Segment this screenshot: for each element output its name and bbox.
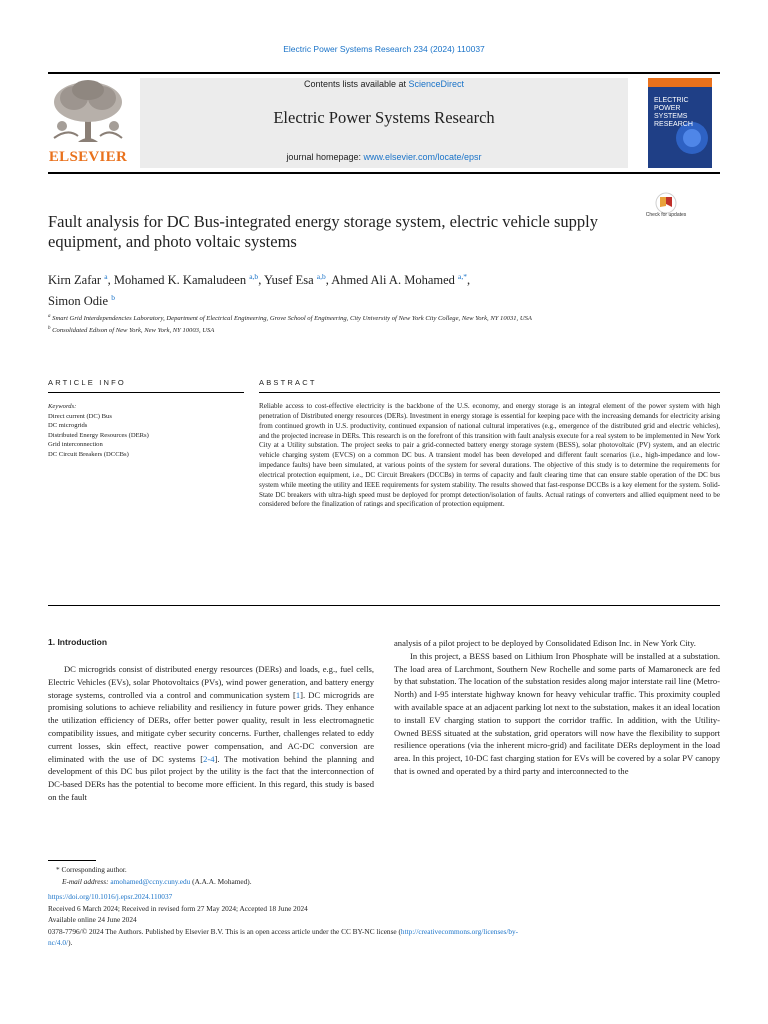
elsevier-wordmark: ELSEVIER xyxy=(48,149,128,165)
affiliation-a: $^a$ Smart Grid Interdependencies Laboratory, Department of Electrical Engineering, Grove School of Engineering, City University of New York City College, New York, NY 10031, USA xyxy=(48,314,532,323)
author-name[interactable]: Kirn Zafar xyxy=(48,273,102,288)
author-affiliation-marker[interactable]: a,b xyxy=(249,272,259,281)
doi-link[interactable]: https://doi.org/10.1016/j.epsr.2024.110037 xyxy=(48,892,173,901)
check-for-updates-label[interactable]: Check for updates xyxy=(645,212,687,218)
author-affiliation-marker[interactable]: a xyxy=(104,272,108,281)
article-info-rule xyxy=(48,392,244,393)
author-name[interactable]: Mohamed K. Kamaludeen xyxy=(113,273,247,288)
intro-paragraph-1: DC microgrids consist of distributed energy resources (DERs) and loads, e.g., fuel cells, Electric Vehicles (EVs), solar Photovoltaics (PVs), wind power generation, and battery energy storage systems, controlled via a control and communication system [1]. DC microgrids are promising solutions to achieve reliability and resiliency in future power grids. They enhance the utilization efficiency of DERs, offer better power quality, result in less electromagnetic compatibility issues, and mitigate cyber security concerns. Further, challenges related to eddy current losses, skin effect, reactive power compensation, and AC-DC conversion are eliminated with the use of DC systems [2-4]. The motivation behind the planning and development of this DC bus pilot project by the utility is the fact that the interconnection of DC-based DERs has the potential to become more efficient. In this regard, this study is based on the fault xyxy=(48,664,374,802)
article-info-heading: ARTICLE INFO xyxy=(48,378,126,387)
license-link[interactable]: nc/4.0/ xyxy=(48,938,69,947)
cover-line-1: ELECTRIC xyxy=(654,97,689,104)
contents-prefix: Contents lists available at xyxy=(303,79,409,89)
author-list: Kirn Zafar $^a$, Mohamed K. Kamaludeen $^{a,b}$, Yusef Esa $^{a,b}$, Ahmed Ali A. Mohamed $^{a,*}$, Simon Odie $^b$ xyxy=(48,272,471,309)
license-line-2: nc/4.0/). xyxy=(48,938,73,947)
keyword-item: Distributed Energy Resources (DERs) xyxy=(48,431,149,439)
keyword-item: Direct current (DC) Bus xyxy=(48,412,112,420)
body-column-right xyxy=(394,637,720,778)
homepage-line xyxy=(140,152,628,162)
email-link[interactable]: amohamed@ccny.cuny.edu xyxy=(110,876,191,886)
available-online: Available online 24 June 2024 xyxy=(48,915,137,924)
footnote-rule xyxy=(48,860,96,861)
homepage-prefix: journal homepage: xyxy=(286,152,364,162)
author-affiliation-marker[interactable]: a,* xyxy=(458,272,467,281)
keywords-block xyxy=(48,402,244,460)
footnotes xyxy=(48,864,720,949)
author-affiliation-marker[interactable]: b xyxy=(111,293,115,303)
intro-continuation: analysis of a pilot project to be deployed by Consolidated Edison Inc. in New York City. xyxy=(394,638,696,648)
cover-line-2: POWER xyxy=(654,105,681,112)
abstract-end-rule xyxy=(48,605,720,606)
keyword-item: Grid interconnection xyxy=(48,441,103,449)
journal-cover-thumbnail[interactable] xyxy=(640,78,720,168)
citation-ref-link[interactable]: 1 xyxy=(295,689,301,700)
cover-line-4: RESEARCH xyxy=(654,121,693,128)
author-name[interactable]: Yusef Esa xyxy=(263,273,314,288)
license-link[interactable]: http://creativecommons.org/licenses/by- xyxy=(400,926,519,936)
journal-homepage-link[interactable]: www.elsevier.com/locate/epsr xyxy=(363,152,482,162)
corresponding-note: * Corresponding author. xyxy=(56,865,127,874)
keywords-label: Keywords: xyxy=(48,403,77,410)
keyword-item: DC Circuit Breakers (DCCBs) xyxy=(48,450,129,458)
keyword-item: DC microgrids xyxy=(48,422,88,430)
affiliation-b: $^b$ Consolidated Edison of New York, New York, NY 10003, USA xyxy=(48,326,215,335)
journal-citation-link[interactable]: Electric Power Systems Research 234 (2024) 110037 xyxy=(283,44,485,54)
author-affiliation-marker[interactable]: a,b xyxy=(316,272,326,281)
contents-line xyxy=(140,79,628,89)
citation-ref-link[interactable]: 2-4 xyxy=(203,753,215,764)
body-column-left xyxy=(48,663,374,804)
abstract-text: Reliable access to cost-effective electricity is the backbone of the U.S. economy, and energy storage is an integral element of the power system with high penetration of Distributed energy resources (DERs). Investment in energy storage is essential for keeping pace with the increasing demands for electricity arising from continued growth in U.S. productivity, continued expansion of national cultural imperatives (e.g., emergence of the distributed grid and electric vehicles), and the projected increase in DERs. This research is on the forefront of this transition with fault analysis execute for a real system to be implemented in New York City at a Utility substation. The project seeks to pair a grid-connected battery energy storage system (BESS), solar photovoltaic (PV) system, and an electric vehicle charging system (EVCS) on a common DC bus. A transient model has been developed and different fault scenarios (i.e., high-impedance and low-impedance faults) have been simulated, at various points of the system for several durations. The objective of this study is to determine the requirements for electrical protection equipment, i.e., DC Circuit Breakers (DCCBs) in terms of capacity and fault clearing time that can ensure stable operation of the DC bus system while meeting the utility and IEEE requirements for system stability. The results showed that fast-response DCCBs is a key element for the system. Solid-State DC breakers with ultra-high speed must be deployed for prompt detection/isolation of faults. Actual ratings of converters and allied equipment need to be considered before the finalization of ratings and specification of protection equipment. xyxy=(259,402,720,509)
journal-title: Electric Power Systems Research xyxy=(273,108,495,127)
article-title: Fault analysis for DC Bus-integrated energy storage system, electric vehicle supply equipment, and photo voltaic systems xyxy=(48,212,599,251)
author-name[interactable]: Ahmed Ali A. Mohamed xyxy=(331,273,455,288)
cover-line-3: SYSTEMS xyxy=(654,113,688,120)
license-line: 0378-7796/© 2024 The Authors. Published by Elsevier B.V. This is an open access article under the CC BY-NC license (http://creativecommons.org/licenses/by- xyxy=(48,926,519,936)
affiliations xyxy=(48,312,648,336)
abstract-heading: ABSTRACT xyxy=(259,378,317,387)
header-bottom-rule xyxy=(48,172,720,174)
intro-paragraph-2: In this project, a BESS based on Lithium Iron Phosphate will be installed at a substation. The load area of Larchmont, Southern New Rochelle and some parts of Mamaroneck are fed by that substation. The location of the substation resides along major interstate rail line (Metro-North) and I-95 interstate highway known for heavy vehicular traffic. This proximity coupled with available space at an adjacent parking lot next to the substation, makes it an ideal location to install EV charging station to support the corridor traffic. In addition, with the Utility-Owned BESS situated at the substation, grid operators will now have the flexibility to support resilience operations (via the inherent micro-grid) and facilitate DERs deployment in the load area. In this project, 10-DC fast charging station for EVs will be covered by a solar PV canopy that is owned and operated by a third party and interconnected to the xyxy=(394,650,720,776)
sciencedirect-link[interactable]: ScienceDirect xyxy=(408,79,465,89)
header-top-rule xyxy=(48,72,720,74)
received-dates: Received 6 March 2024; Received in revised form 27 May 2024; Accepted 18 June 2024 xyxy=(48,903,308,913)
email-note: E-mail address: amohamed@ccny.cuny.edu (A.A.A. Mohamed). xyxy=(62,876,252,886)
introduction-heading: 1. Introduction xyxy=(48,637,108,647)
author-name[interactable]: Simon Odie xyxy=(48,294,109,309)
abstract-rule xyxy=(259,392,720,393)
